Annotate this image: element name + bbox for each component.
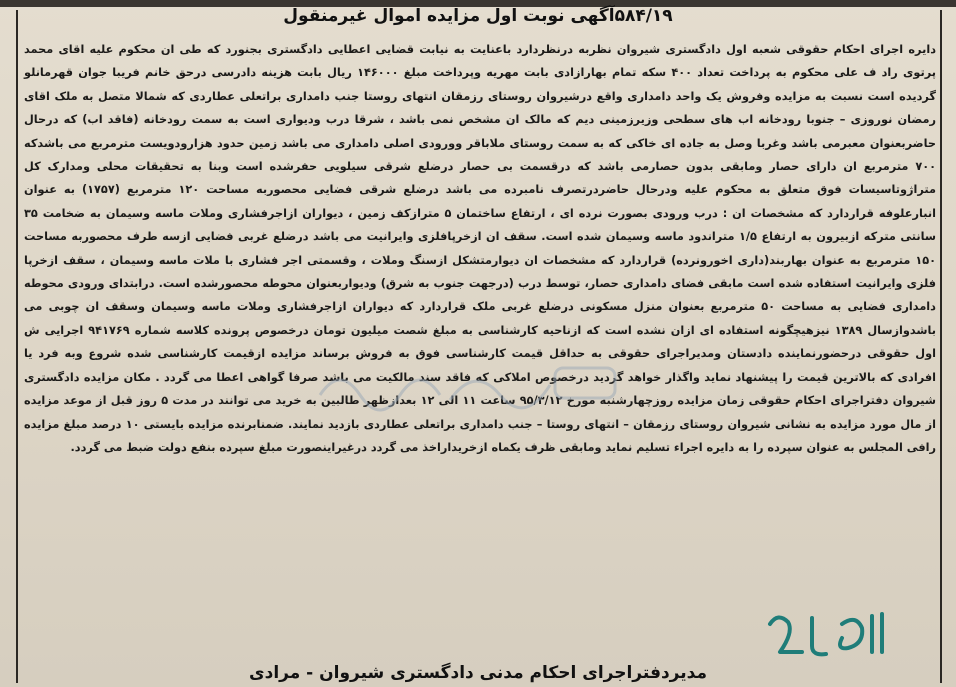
notice-title: ۵۸۴/۱۹آگهی نوبت اول مزایده اموال غیرمنقول bbox=[283, 6, 673, 26]
namad-watermark-icon bbox=[300, 350, 630, 420]
notice-body: دایره اجرای احکام حقوقی شعبه اول دادگستری شیروان نظربه درنظردارد باعنایت به نیابت قضایی اعطایی دادگستری بجنورد که طی ان محکوم علیه اقای محمد پرتوی راد ف علی محکوم به پرداخت تعداد ۴۰۰ سکه تمام بهارازادی بابت مهریه وپرداخت مبلغ ۱۴۶۰۰۰ ریال بابت هزینه دادرسی درحق خانم فریبا جوان قهرمانلو گردیده است نسبت به مزایده وفروش یک واحد دامداری واقع درشیروان روستای رزمقان انتهای روستا جنب دامداری براتعلی عطاردی که شمالا متصل به ملک اقای رمضان نوروزی – جنوبا رودخانه اب های سطحی وزیرزمینی دیم که مالک ان مشخص نمی باشد ، شرقا درب ودیواری است به سمت رودخانه (فاقد اب) که درحال حاضربعنوان معبرمی باشد وغربا وصل به جاده ای خاکی که به سمت روستای ملاباقر وورودی اصلی دامداری می باشد زمین حدود هزارودویست مترمربع می باشدکه ۷۰۰ مترمربع ان دارای حصار ومابقی بدون حصارمی باشد که درقسمت بی حصار درضلع شرقی سیلویی حفرشده است وبنا به تحقیقات محلی ومدارک کل متراژوتاسیسات فوق متعلق به محکوم علیه ودرحال حاضردرتصرف نامبرده می باشد درضلع شرقی فضایی محصوربه مساحت ۱۲۰ مترمربع (۱۷۵۷) به عنوان انبارعلوفه قراردارد که مشخصات ان : درب ورودی بصورت نرده ای ، ارتفاع ساختمان ۵ مترازکف زمین ، دیواران ازاجرفشاری وملات ماسه وسیمان به ضخامت ۳۵ سانتی مترکه ازبیرون به ارتفاع ۱/۵ متراندود ماسه وسیمان شده است. سقف ان ازخرپافلزی وایرانیت می باشد درضلع غربی فضایی ازسه طرف محصوربه مساحت ۱۵۰ مترمربع به عنوان بهاربند(داری اخورونرده) قراردارد که مشخصات ان دیوارمتشکل ازسنگ وملات ، وقسمتی اجر فشاری با ملات ماسه وسیمان ، سقف ازخرپا فلزی وایرانیت استفاده شده است مابقی فضای دامداری حصار، توسط درب (درجهت جنوب به شرق) ودیواربعنوان محوطه محصورشده است. درابتدای ورودی محوطه دامداری فضایی به مساحت ۵۰ مترمربع بعنوان منزل مسکونی درضلع غربی ملک قراردارد که دیواران ازاجرفشاری وملات ماسه وسیمان وسقف ان چوبی می باشدوازسال ۱۳۸۹ نیزهیچگونه استفاده ای ازان نشده است که ازناحیه کارشناسی به مبلغ شصت میلیون تومان درخصوص پرونده کلاسه شماره ۹۴۱۷۶۹ اجرایی ش اول حقوقی درحضورنماینده دادستان ومدیراجرای حقوقی به حداقل قیمت کارشناسی فوق به فروش برساند مزایده ازقیمت کارشناسی شده شروع وبه فرد یا افرادی که بالاترین قیمت را پیشنهاد نماید واگذار خواهد گردید درخصوص املاکی که فاقد سند مالکیت می باشد صرفا گواهی اعطا می گردد . مکان مزایده دادگستری شیروان دفتراجرای احکام حقوقی زمان مزایده روزچهارشنبه مورخ ۹۵/۳/۱۲ ساعت ۱۱ الی ۱۲ بعدازظهر طالبین به خرید می توانند در مدت ۵ روز قبل از موعد مزایده از مال مورد مزایده به نشانی شیروان روستای رزمقان – انتهای روستا – جنب دامداری براتعلی عطاردی بازدید نمایند. ضمنابرنده مزایده بایستی ۱۰ درصد مبلغ مزایده رافی المجلس به عنوان سپرده را به دایره اجراء تسلیم نماید ومابقی ظرف یکماه ازخریداراخذ می گردد درغیراینصورت مبلغ سپرده بنفع دولت ضبط می گردد. bbox=[24, 43, 936, 454]
handwritten-number-mark-icon bbox=[760, 604, 910, 666]
signature-line: مدیردفتراجرای احکام مدنی دادگستری شیروان - مرادی bbox=[249, 663, 707, 683]
